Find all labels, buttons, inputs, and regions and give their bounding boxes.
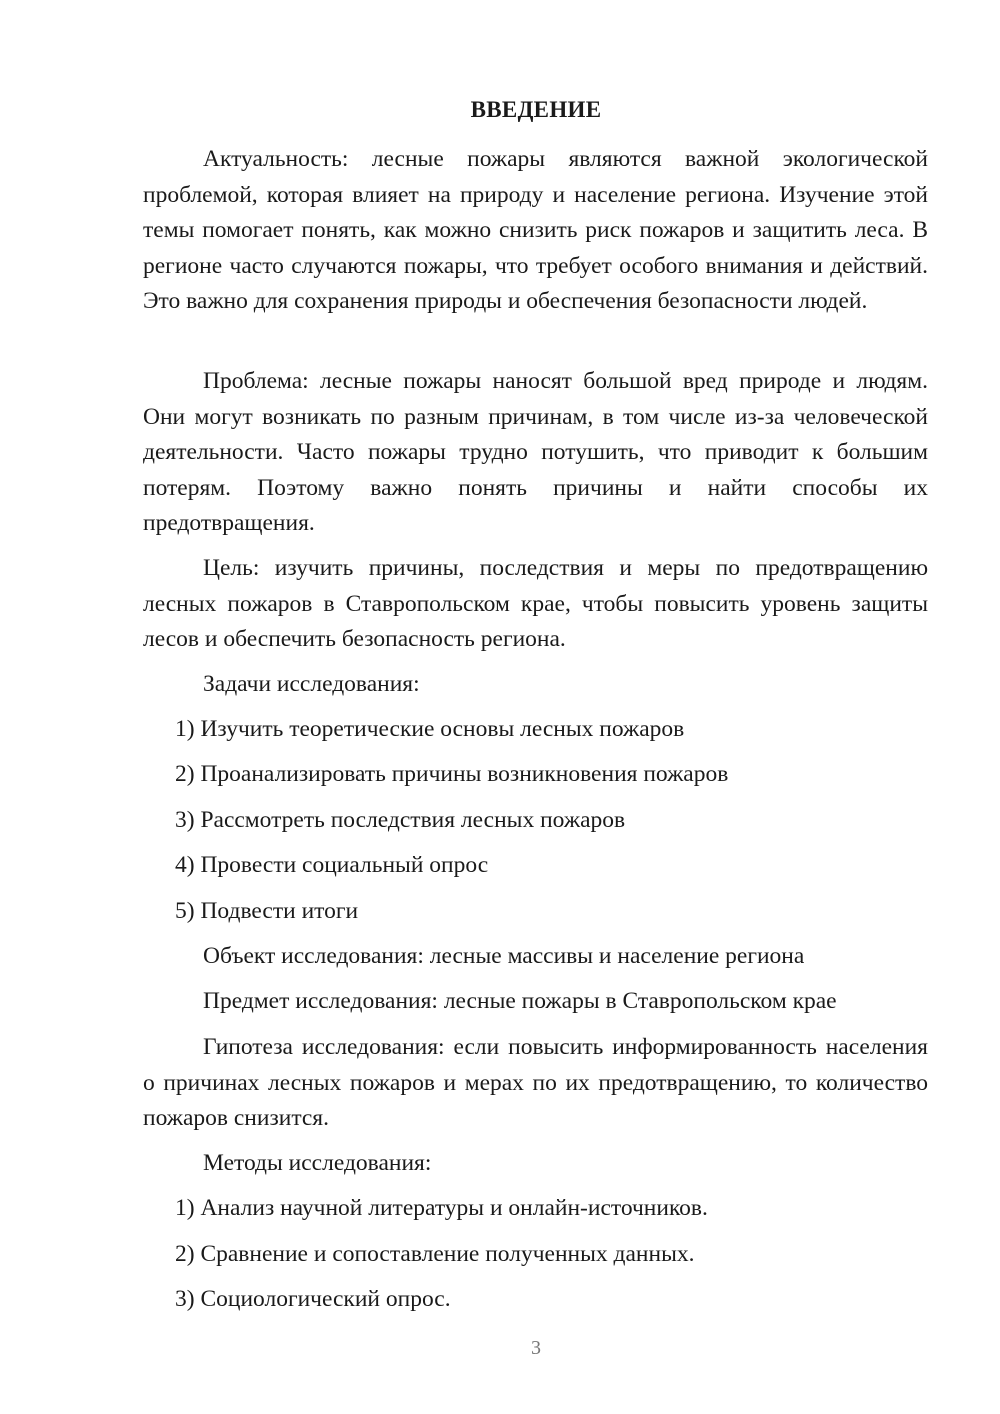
goal-paragraph: Цель: изучить причины, последствия и меры по предотвращению лесных пожаров в Ставропольском крае, чтобы повысить уровень защиты лесов и обеспечить безопасность региона. [143,555,928,652]
section-title: ВВЕДЕНИЕ [470,97,602,122]
task-item: 3) Рассмотреть последствия лесных пожаров [175,807,626,833]
research-subject: Предмет исследования: лесные пожары в Ставропольском крае [203,988,837,1014]
task-item: 5) Подвести итоги [175,898,359,924]
problem-paragraph: Проблема: лесные пожары наносят большой вред природе и людям. Они могут возникать по разным причинам, в том числе из-за человеческой деятельности. Часто пожары трудно потушить, что приводит к большим потерям. Поэтому важно понять причины и найти способы их предотвращения. [143,368,928,536]
methods-heading: Методы исследования: [203,1150,432,1176]
task-item: 1) Изучить теоретические основы лесных пожаров [175,716,685,742]
tasks-heading: Задачи исследования: [203,671,420,697]
task-item: 2) Проанализировать причины возникновения пожаров [175,761,729,787]
method-item: 3) Социологический опрос. [175,1286,451,1312]
task-item: 4) Провести социальный опрос [175,852,489,878]
page-number: 3 [531,1337,541,1359]
research-object: Объект исследования: лесные массивы и население региона [203,943,805,969]
method-item: 2) Сравнение и сопоставление полученных данных. [175,1241,695,1267]
method-item: 1) Анализ научной литературы и онлайн-источников. [175,1195,708,1221]
relevance-paragraph: Актуальность: лесные пожары являются важной экологической проблемой, которая влияет на природу и население региона. Изучение этой темы помогает понять, как можно снизить риск пожаров и защитить леса. В регионе часто случаются пожары, что требует особого внимания и действий. Это важно для сохранения природы и обеспечения безопасности людей. [143,146,928,314]
hypothesis-paragraph: Гипотеза исследования: если повысить информированность населения о причинах лесных пожаров и мерах по их предотвращению, то количество пожаров снизится. [143,1034,928,1131]
